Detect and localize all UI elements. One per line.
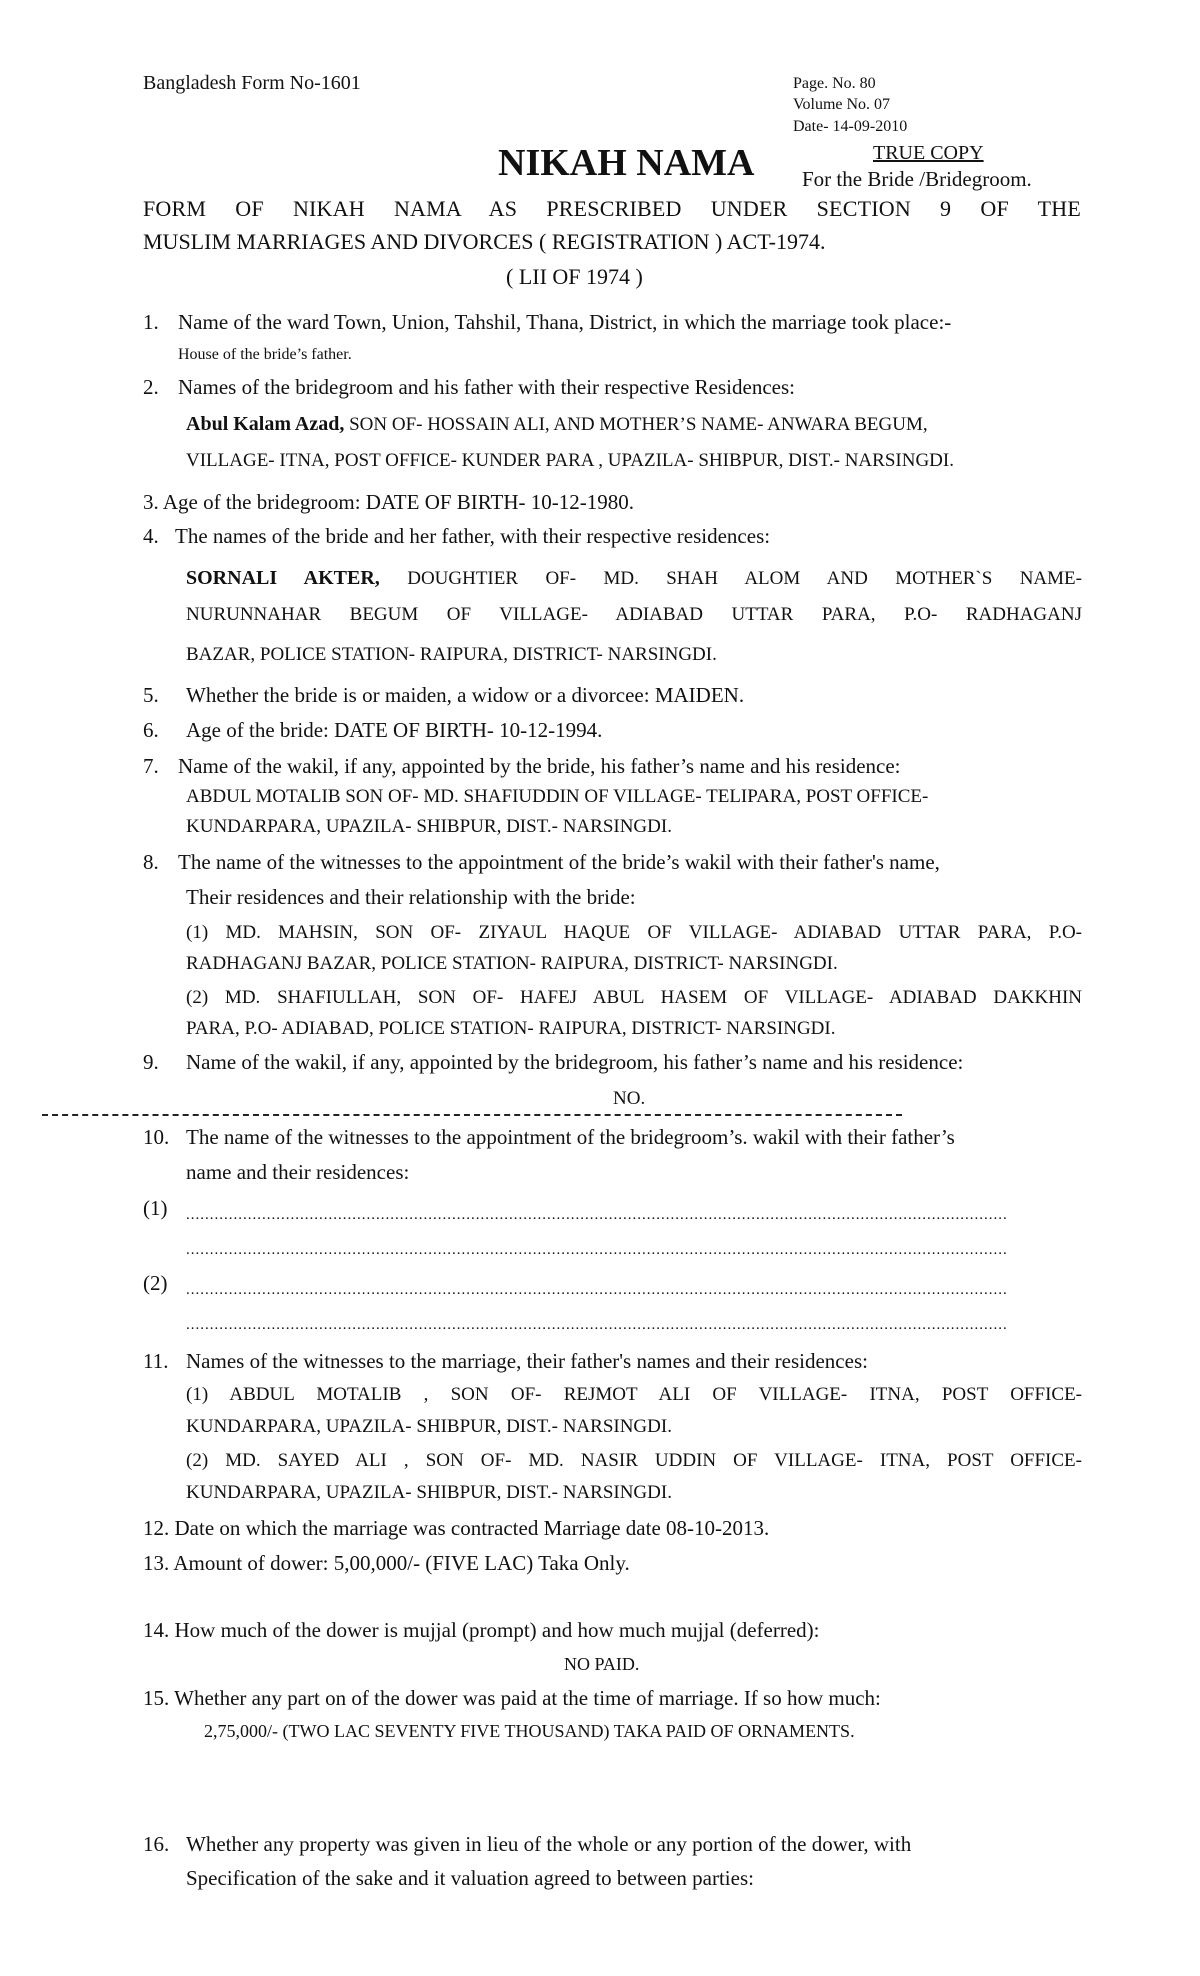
item-9-number: 9. bbox=[143, 1050, 159, 1074]
item-10-number: 10. bbox=[143, 1125, 170, 1149]
item-1-number: 1. bbox=[143, 310, 159, 334]
item-2-answer-line2: VILLAGE- ITNA, POST OFFICE- KUNDER PARA , UPAZILA- SHIBPUR, DIST.- NARSINGDI. bbox=[186, 450, 954, 471]
item-10-question-line1: The name of the witnesses to the appointment of the bridegroom’s. wakil with their father’s bbox=[186, 1125, 955, 1149]
item-6-number: 6. bbox=[143, 718, 159, 742]
item-10-witness-2-blank-2 bbox=[186, 1317, 1006, 1334]
item-5-number: 5. bbox=[143, 683, 159, 707]
item-11-number: 11. bbox=[143, 1349, 169, 1373]
page-title: NIKAH NAMA bbox=[498, 142, 755, 184]
item-15-text: 15. Whether any part on of the dower was paid at the time of marriage. If so how much: bbox=[143, 1686, 881, 1710]
item-2-answer-line1 bbox=[186, 413, 1082, 436]
item-6-question: Age of the bride: DATE OF BIRTH- 10-12-1994. bbox=[186, 718, 603, 742]
item-8-number: 8. bbox=[143, 850, 159, 874]
item-7-number: 7. bbox=[143, 754, 159, 778]
item-2-number: 2. bbox=[143, 375, 159, 399]
item-8-witness-2-line2: PARA, P.O- ADIABAD, POLICE STATION- RAIPURA, DISTRICT- NARSINGDI. bbox=[186, 1018, 836, 1039]
form-number: Bangladesh Form No-1601 bbox=[143, 72, 361, 94]
item-16-question-line2: Specification of the sake and it valuation agreed to between parties: bbox=[186, 1866, 754, 1890]
item-4-number: 4. bbox=[143, 524, 159, 548]
item-10-witness-2-label: (2) bbox=[143, 1271, 168, 1295]
item-7-question: Name of the wakil, if any, appointed by the bride, his father’s name and his residence: bbox=[178, 754, 901, 778]
form-subtitle-line3: ( LII OF 1974 ) bbox=[506, 264, 643, 289]
item-14-text: 14. How much of the dower is mujjal (prompt) and how much mujjal (deferred): bbox=[143, 1618, 820, 1642]
item-10-witness-1-blank bbox=[186, 1207, 1006, 1224]
item-4-answer-line3: BAZAR, POLICE STATION- RAIPURA, DISTRICT- NARSINGDI. bbox=[186, 644, 717, 665]
bride-parents: DOUGHTIER OF- MD. SHAH ALOM AND MOTHER`S NAME- bbox=[407, 568, 1082, 589]
volume-number: Volume No. 07 bbox=[793, 96, 891, 113]
item-9-answer: NO. bbox=[613, 1088, 646, 1109]
bridegroom-parents: SON OF- HOSSAIN ALI, AND MOTHER’S NAME- ANWARA BEGUM, bbox=[349, 414, 928, 435]
copy-for-label: For the Bride /Bridegroom. bbox=[802, 167, 1032, 191]
item-11-witness-1-line2: KUNDARPARA, UPAZILA- SHIBPUR, DIST.- NARSINGDI. bbox=[186, 1416, 672, 1437]
item-7-answer-line1: ABDUL MOTALIB SON OF- MD. SHAFIUDDIN OF VILLAGE- TELIPARA, POST OFFICE- bbox=[186, 786, 929, 807]
section-divider bbox=[42, 1114, 902, 1116]
item-3-text: 3. Age of the bridegroom: DATE OF BIRTH- 10-12-1980. bbox=[143, 490, 635, 514]
bridegroom-name: Abul Kalam Azad, bbox=[186, 413, 345, 435]
item-11-witness-2-line2: KUNDARPARA, UPAZILA- SHIBPUR, DIST.- NARSINGDI. bbox=[186, 1482, 672, 1503]
item-10-witness-1-label: (1) bbox=[143, 1196, 168, 1220]
item-7-answer-line2: KUNDARPARA, UPAZILA- SHIBPUR, DIST.- NARSINGDI. bbox=[186, 816, 672, 837]
item-4-question: The names of the bride and her father, with their respective residences: bbox=[175, 524, 771, 548]
item-5-question: Whether the bride is or maiden, a widow or a divorcee: MAIDEN. bbox=[186, 683, 745, 707]
item-8-question-line2: Their residences and their relationship with the bride: bbox=[186, 885, 636, 909]
item-4-answer-line2: NURUNNAHAR BEGUM OF VILLAGE- ADIABAD UTTAR PARA, P.O- RADHAGANJ bbox=[186, 604, 1082, 625]
item-8-question-line1: The name of the witnesses to the appointment of the bride’s wakil with their father's name, bbox=[178, 850, 940, 874]
item-10-question-line2: name and their residences: bbox=[186, 1160, 410, 1184]
item-14-answer: NO PAID. bbox=[564, 1654, 640, 1674]
item-13-text: 13. Amount of dower: 5,00,000/- (FIVE LAC) Taka Only. bbox=[143, 1551, 630, 1575]
bride-name: SORNALI AKTER, bbox=[186, 567, 380, 589]
item-10-witness-2-blank bbox=[186, 1282, 1006, 1299]
item-1-question: Name of the ward Town, Union, Tahshil, Thana, District, in which the marriage took place:- bbox=[178, 310, 952, 334]
page-number: Page. No. 80 bbox=[793, 75, 876, 92]
item-11-witness-2-line1: (2) MD. SAYED ALI , SON OF- MD. NASIR UDDIN OF VILLAGE- ITNA, POST OFFICE- bbox=[186, 1450, 1082, 1471]
item-11-witness-1-line1: (1) ABDUL MOTALIB , SON OF- REJMOT ALI OF VILLAGE- ITNA, POST OFFICE- bbox=[186, 1384, 1082, 1405]
item-16-number: 16. bbox=[143, 1832, 170, 1856]
form-subtitle-line1: FORM OF NIKAH NAMA AS PRESCRIBED UNDER SECTION 9 OF THE bbox=[143, 196, 1081, 221]
item-10-witness-1-blank-2 bbox=[186, 1242, 1006, 1259]
item-9-question: Name of the wakil, if any, appointed by the bridegroom, his father’s name and his residence: bbox=[186, 1050, 964, 1074]
item-16-question-line1: Whether any property was given in lieu of the whole or any portion of the dower, with bbox=[186, 1832, 912, 1856]
item-15-answer: 2,75,000/- (TWO LAC SEVENTY FIVE THOUSAND) TAKA PAID OF ORNAMENTS. bbox=[204, 1721, 855, 1741]
item-1-answer: House of the bride’s father. bbox=[178, 346, 352, 363]
true-copy-label: TRUE COPY bbox=[873, 142, 984, 164]
item-8-witness-2-line1: (2) MD. SHAFIULLAH, SON OF- HAFEJ ABUL HASEM OF VILLAGE- ADIABAD DAKKHIN bbox=[186, 987, 1082, 1008]
item-11-question: Names of the witnesses to the marriage, their father's names and their residences: bbox=[186, 1349, 868, 1373]
form-subtitle-line2: MUSLIM MARRIAGES AND DIVORCES ( REGISTRATION ) ACT-1974. bbox=[143, 229, 826, 254]
header-date: Date- 14-09-2010 bbox=[793, 118, 908, 135]
item-8-witness-1-line1: (1) MD. MAHSIN, SON OF- ZIYAUL HAQUE OF VILLAGE- ADIABAD UTTAR PARA, P.O- bbox=[186, 922, 1082, 943]
item-2-question: Names of the bridegroom and his father with their respective Residences: bbox=[178, 375, 795, 399]
item-8-witness-1-line2: RADHAGANJ BAZAR, POLICE STATION- RAIPURA, DISTRICT- NARSINGDI. bbox=[186, 953, 838, 974]
item-4-answer-line1 bbox=[186, 567, 1082, 590]
item-12-text: 12. Date on which the marriage was contracted Marriage date 08-10-2013. bbox=[143, 1516, 770, 1540]
